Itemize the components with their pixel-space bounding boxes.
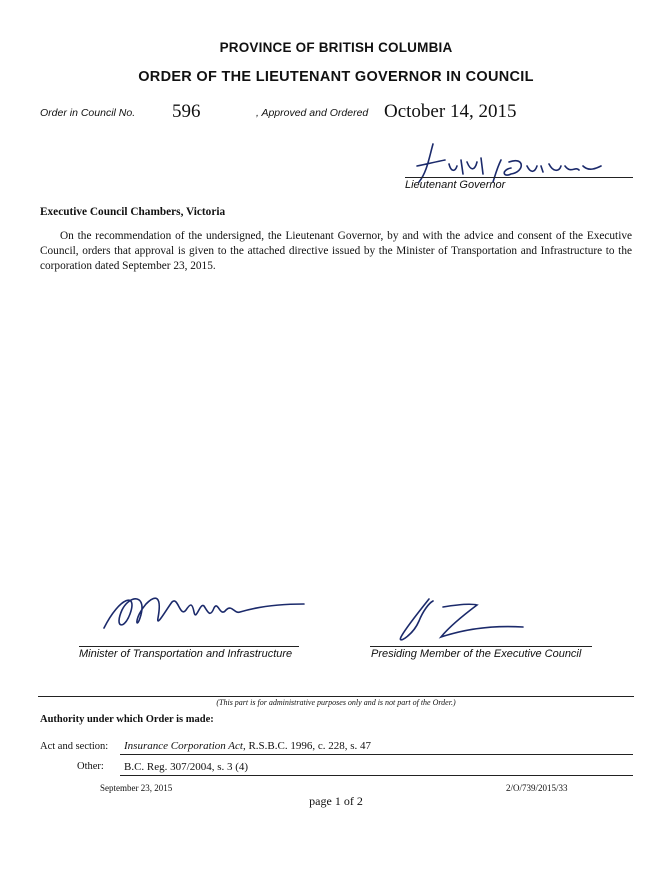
footer-date: September 23, 2015 [100,783,173,793]
province-heading: PROVINCE OF BRITISH COLUMBIA [219,40,453,55]
governor-signature-label: Lieutenant Governor [405,179,506,191]
authority-heading: Authority under which Order is made: [40,714,214,725]
approval-date: October 14, 2015 [384,101,517,122]
approved-label: , Approved and Ordered [256,107,369,119]
minister-signature-line [79,646,299,647]
act-title: Insurance Corporation Act [124,740,243,752]
footer-reference: 2/O/739/2015/33 [506,783,568,793]
act-line [120,754,633,755]
order-number-label: Order in Council No. [40,107,136,119]
order-title: ORDER OF THE LIEUTENANT GOVERNOR IN COUNCIL [138,69,534,85]
minister-signature-image [100,588,310,638]
act-label: Act and section: [40,741,109,752]
other-label: Other: [77,761,104,772]
admin-divider [38,696,634,697]
chambers-heading: Executive Council Chambers, Victoria [40,206,226,218]
act-section: , R.S.B.C. 1996, c. 228, s. 47 [242,740,372,752]
minister-signature-label: Minister of Transportation and Infrastructure [79,648,293,660]
other-value: B.C. Reg. 307/2004, s. 3 (4) [124,761,249,773]
admin-note: (This part is for administrative purposes only and is not part of the Order.) [216,698,456,707]
order-paragraph: On the recommendation of the undersigned, the Lieutenant Governor, by and with the advice and consent of the Executive Council, orders that approval is given to the attached directive issued by the Minister of Transportation and Infrastructure to the corporation dated September 23, 2015. [40,230,632,272]
order-number: 596 [172,101,201,122]
page-number: page 1 of 2 [309,794,363,808]
act-value [124,740,371,752]
presiding-signature-image [395,595,535,645]
presiding-signature-line [370,646,592,647]
governor-signature-line [405,177,633,178]
other-line [120,775,633,776]
presiding-signature-label: Presiding Member of the Executive Council [371,648,582,660]
